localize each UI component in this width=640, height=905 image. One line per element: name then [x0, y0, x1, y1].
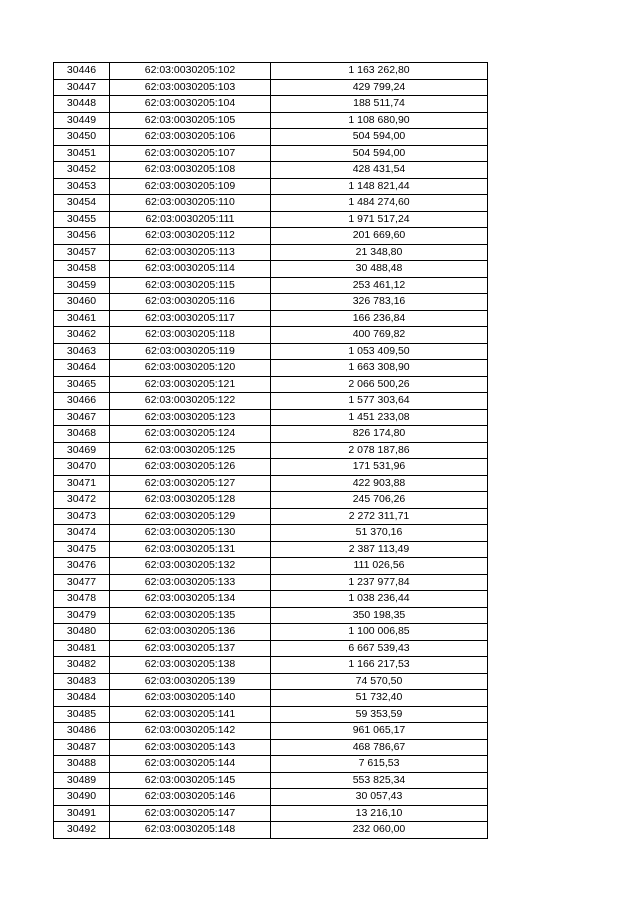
- cadastral-number-cell: 62:03:0030205:137: [110, 640, 271, 657]
- cadastral-number-cell: 62:03:0030205:102: [110, 63, 271, 80]
- table-row: [54, 96, 488, 113]
- cadastral-number-cell: 62:03:0030205:107: [110, 145, 271, 162]
- table-row: [54, 376, 488, 393]
- table-row: [54, 310, 488, 327]
- cadastral-value-cell: 201 669,60: [271, 228, 488, 245]
- table-row: [54, 442, 488, 459]
- table-row: [54, 343, 488, 360]
- row-number-cell: 30472: [54, 492, 110, 509]
- cadastral-number-cell: 62:03:0030205:111: [110, 211, 271, 228]
- cadastral-number-cell: 62:03:0030205:131: [110, 541, 271, 558]
- table-row: [54, 145, 488, 162]
- cadastral-value-cell: 428 431,54: [271, 162, 488, 179]
- cadastral-number-cell: 62:03:0030205:138: [110, 657, 271, 674]
- cadastral-number-cell: 62:03:0030205:117: [110, 310, 271, 327]
- cadastral-value-cell: 961 065,17: [271, 723, 488, 740]
- cadastral-number-cell: 62:03:0030205:142: [110, 723, 271, 740]
- cadastral-value-cell: 1 108 680,90: [271, 112, 488, 129]
- cadastral-number-cell: 62:03:0030205:133: [110, 574, 271, 591]
- cadastral-number-cell: 62:03:0030205:146: [110, 789, 271, 806]
- row-number-cell: 30448: [54, 96, 110, 113]
- table-row: [54, 211, 488, 228]
- cadastral-value-cell: 2 387 113,49: [271, 541, 488, 558]
- cadastral-number-cell: 62:03:0030205:126: [110, 459, 271, 476]
- cadastral-value-cell: 400 769,82: [271, 327, 488, 344]
- cadastral-number-cell: 62:03:0030205:112: [110, 228, 271, 245]
- row-number-cell: 30454: [54, 195, 110, 212]
- table-row: [54, 772, 488, 789]
- table-row: [54, 558, 488, 575]
- cadastral-value-cell: 59 353,59: [271, 706, 488, 723]
- cadastral-number-cell: 62:03:0030205:140: [110, 690, 271, 707]
- cadastral-number-cell: 62:03:0030205:148: [110, 822, 271, 839]
- cadastral-number-cell: 62:03:0030205:120: [110, 360, 271, 377]
- table-row: [54, 756, 488, 773]
- table-row: [54, 360, 488, 377]
- table-row: [54, 195, 488, 212]
- cadastral-number-cell: 62:03:0030205:141: [110, 706, 271, 723]
- cadastral-value-cell: 1 451 233,08: [271, 409, 488, 426]
- cadastral-number-cell: 62:03:0030205:119: [110, 343, 271, 360]
- cadastral-value-cell: 504 594,00: [271, 145, 488, 162]
- cadastral-number-cell: 62:03:0030205:122: [110, 393, 271, 410]
- table-row: [54, 640, 488, 657]
- row-number-cell: 30474: [54, 525, 110, 542]
- cadastral-value-cell: 245 706,26: [271, 492, 488, 509]
- row-number-cell: 30471: [54, 475, 110, 492]
- row-number-cell: 30461: [54, 310, 110, 327]
- table-row: [54, 574, 488, 591]
- cadastral-number-cell: 62:03:0030205:113: [110, 244, 271, 261]
- table-row: [54, 277, 488, 294]
- cadastral-value-cell: 1 038 236,44: [271, 591, 488, 608]
- cadastral-number-cell: 62:03:0030205:129: [110, 508, 271, 525]
- row-number-cell: 30477: [54, 574, 110, 591]
- cadastral-value-cell: 30 057,43: [271, 789, 488, 806]
- cadastral-number-cell: 62:03:0030205:136: [110, 624, 271, 641]
- row-number-cell: 30452: [54, 162, 110, 179]
- row-number-cell: 30492: [54, 822, 110, 839]
- row-number-cell: 30473: [54, 508, 110, 525]
- table-row: [54, 822, 488, 839]
- row-number-cell: 30466: [54, 393, 110, 410]
- table-row: [54, 805, 488, 822]
- row-number-cell: 30491: [54, 805, 110, 822]
- cadastral-value-cell: 326 783,16: [271, 294, 488, 311]
- row-number-cell: 30458: [54, 261, 110, 278]
- cadastral-number-cell: 62:03:0030205:144: [110, 756, 271, 773]
- row-number-cell: 30481: [54, 640, 110, 657]
- cadastral-value-cell: 7 615,53: [271, 756, 488, 773]
- table-row: [54, 327, 488, 344]
- cadastral-value-cell: 21 348,80: [271, 244, 488, 261]
- table-row: [54, 541, 488, 558]
- cadastral-number-cell: 62:03:0030205:103: [110, 79, 271, 96]
- cadastral-number-cell: 62:03:0030205:116: [110, 294, 271, 311]
- table-row: [54, 244, 488, 261]
- cadastral-value-cell: 51 732,40: [271, 690, 488, 707]
- table-row: [54, 789, 488, 806]
- cadastral-number-cell: 62:03:0030205:135: [110, 607, 271, 624]
- row-number-cell: 30446: [54, 63, 110, 80]
- row-number-cell: 30455: [54, 211, 110, 228]
- cadastral-number-cell: 62:03:0030205:115: [110, 277, 271, 294]
- row-number-cell: 30450: [54, 129, 110, 146]
- cadastral-value-cell: 171 531,96: [271, 459, 488, 476]
- cadastral-value-cell: 429 799,24: [271, 79, 488, 96]
- table-row: [54, 112, 488, 129]
- row-number-cell: 30453: [54, 178, 110, 195]
- row-number-cell: 30467: [54, 409, 110, 426]
- cadastral-number-cell: 62:03:0030205:132: [110, 558, 271, 575]
- row-number-cell: 30488: [54, 756, 110, 773]
- cadastral-number-cell: 62:03:0030205:114: [110, 261, 271, 278]
- row-number-cell: 30485: [54, 706, 110, 723]
- row-number-cell: 30449: [54, 112, 110, 129]
- table-row: [54, 228, 488, 245]
- cadastral-value-cell: 1 237 977,84: [271, 574, 488, 591]
- table-row: [54, 673, 488, 690]
- cadastral-value-cell: 6 667 539,43: [271, 640, 488, 657]
- cadastral-number-cell: 62:03:0030205:130: [110, 525, 271, 542]
- cadastral-value-cell: 468 786,67: [271, 739, 488, 756]
- table-row: [54, 393, 488, 410]
- row-number-cell: 30451: [54, 145, 110, 162]
- table-row: [54, 63, 488, 80]
- row-number-cell: 30463: [54, 343, 110, 360]
- cadastral-number-cell: 62:03:0030205:127: [110, 475, 271, 492]
- table-row: [54, 459, 488, 476]
- row-number-cell: 30482: [54, 657, 110, 674]
- cadastral-value-cell: 2 272 311,71: [271, 508, 488, 525]
- cadastral-value-cell: 1 663 308,90: [271, 360, 488, 377]
- cadastral-value-cell: 188 511,74: [271, 96, 488, 113]
- table-row: [54, 657, 488, 674]
- table-row: [54, 294, 488, 311]
- row-number-cell: 30490: [54, 789, 110, 806]
- table-row: [54, 162, 488, 179]
- cadastral-value-cell: 1 100 006,85: [271, 624, 488, 641]
- table-row: [54, 475, 488, 492]
- cadastral-value-cell: 350 198,35: [271, 607, 488, 624]
- cadastral-value-cell: 1 148 821,44: [271, 178, 488, 195]
- row-number-cell: 30476: [54, 558, 110, 575]
- row-number-cell: 30487: [54, 739, 110, 756]
- cadastral-number-cell: 62:03:0030205:134: [110, 591, 271, 608]
- cadastral-number-cell: 62:03:0030205:128: [110, 492, 271, 509]
- cadastral-value-cell: 553 825,34: [271, 772, 488, 789]
- table-row: [54, 723, 488, 740]
- row-number-cell: 30462: [54, 327, 110, 344]
- table-row: [54, 79, 488, 96]
- cadastral-value-cell: 166 236,84: [271, 310, 488, 327]
- table-row: [54, 591, 488, 608]
- cadastral-value-cell: 422 903,88: [271, 475, 488, 492]
- table-row: [54, 739, 488, 756]
- cadastral-number-cell: 62:03:0030205:125: [110, 442, 271, 459]
- row-number-cell: 30457: [54, 244, 110, 261]
- row-number-cell: 30468: [54, 426, 110, 443]
- table-row: [54, 624, 488, 641]
- table-row: [54, 607, 488, 624]
- cadastral-value-cell: 30 488,48: [271, 261, 488, 278]
- row-number-cell: 30470: [54, 459, 110, 476]
- table-row: [54, 690, 488, 707]
- cadastral-value-cell: 232 060,00: [271, 822, 488, 839]
- cadastral-value-cell: 1 577 303,64: [271, 393, 488, 410]
- row-number-cell: 30456: [54, 228, 110, 245]
- row-number-cell: 30460: [54, 294, 110, 311]
- table-row: [54, 409, 488, 426]
- cadastral-value-cell: 1 166 217,53: [271, 657, 488, 674]
- table-row: [54, 508, 488, 525]
- table-row: [54, 525, 488, 542]
- row-number-cell: 30480: [54, 624, 110, 641]
- cadastral-value-cell: 1 971 517,24: [271, 211, 488, 228]
- table-row: [54, 178, 488, 195]
- row-number-cell: 30464: [54, 360, 110, 377]
- cadastral-value-cell: 253 461,12: [271, 277, 488, 294]
- row-number-cell: 30479: [54, 607, 110, 624]
- cadastral-number-cell: 62:03:0030205:118: [110, 327, 271, 344]
- cadastral-number-cell: 62:03:0030205:139: [110, 673, 271, 690]
- cadastral-value-cell: 74 570,50: [271, 673, 488, 690]
- cadastral-value-cell: 2 066 500,26: [271, 376, 488, 393]
- row-number-cell: 30469: [54, 442, 110, 459]
- cadastral-number-cell: 62:03:0030205:108: [110, 162, 271, 179]
- cadastral-value-cell: 13 216,10: [271, 805, 488, 822]
- cadastral-value-cell: 504 594,00: [271, 129, 488, 146]
- cadastral-value-cell: 1 163 262,80: [271, 63, 488, 80]
- cadastral-value-table: [53, 62, 488, 839]
- row-number-cell: 30459: [54, 277, 110, 294]
- cadastral-value-cell: 826 174,80: [271, 426, 488, 443]
- row-number-cell: 30447: [54, 79, 110, 96]
- cadastral-value-cell: 111 026,56: [271, 558, 488, 575]
- row-number-cell: 30489: [54, 772, 110, 789]
- table-row: [54, 426, 488, 443]
- row-number-cell: 30483: [54, 673, 110, 690]
- cadastral-number-cell: 62:03:0030205:104: [110, 96, 271, 113]
- cadastral-value-cell: 2 078 187,86: [271, 442, 488, 459]
- cadastral-value-cell: 1 053 409,50: [271, 343, 488, 360]
- row-number-cell: 30484: [54, 690, 110, 707]
- row-number-cell: 30486: [54, 723, 110, 740]
- cadastral-number-cell: 62:03:0030205:124: [110, 426, 271, 443]
- cadastral-value-cell: 1 484 274,60: [271, 195, 488, 212]
- cadastral-number-cell: 62:03:0030205:121: [110, 376, 271, 393]
- cadastral-number-cell: 62:03:0030205:123: [110, 409, 271, 426]
- cadastral-number-cell: 62:03:0030205:143: [110, 739, 271, 756]
- cadastral-number-cell: 62:03:0030205:147: [110, 805, 271, 822]
- row-number-cell: 30478: [54, 591, 110, 608]
- row-number-cell: 30465: [54, 376, 110, 393]
- cadastral-number-cell: 62:03:0030205:110: [110, 195, 271, 212]
- table-row: [54, 129, 488, 146]
- cadastral-value-cell: 51 370,16: [271, 525, 488, 542]
- row-number-cell: 30475: [54, 541, 110, 558]
- table-row: [54, 261, 488, 278]
- cadastral-number-cell: 62:03:0030205:105: [110, 112, 271, 129]
- cadastral-number-cell: 62:03:0030205:109: [110, 178, 271, 195]
- cadastral-number-cell: 62:03:0030205:145: [110, 772, 271, 789]
- table-row: [54, 706, 488, 723]
- cadastral-number-cell: 62:03:0030205:106: [110, 129, 271, 146]
- table-body: [54, 63, 488, 839]
- table-row: [54, 492, 488, 509]
